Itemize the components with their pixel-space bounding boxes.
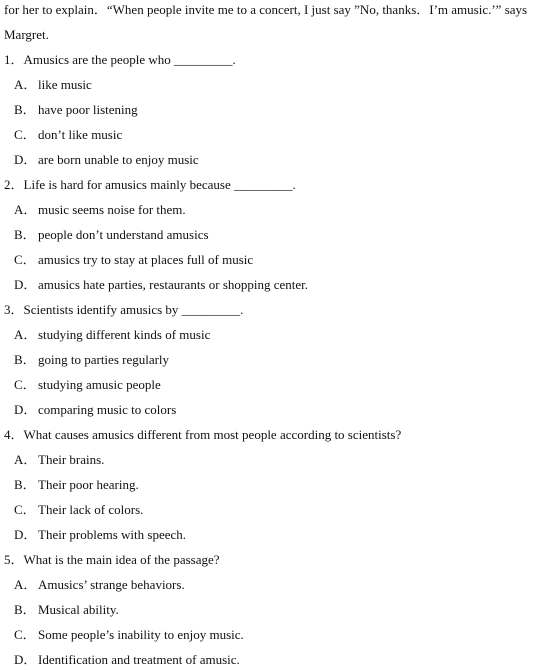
option-letter: B． <box>14 477 36 492</box>
option-text: Some people’s inability to enjoy music. <box>38 627 244 642</box>
question-4-option-c <box>14 502 143 518</box>
option-letter: D． <box>14 652 37 667</box>
option-letter: A． <box>14 452 37 467</box>
question-stem: Life is hard for amusics mainly because _________. <box>23 177 296 192</box>
question-number: 1． <box>4 52 24 67</box>
question-stem: What causes amusics different from most people according to scientists? <box>23 427 402 442</box>
question-2 <box>4 177 296 193</box>
option-text: Their lack of colors. <box>38 502 144 517</box>
option-text: Identification and treatment of amusic. <box>38 652 240 667</box>
option-letter: C． <box>14 627 36 642</box>
question-4-option-d <box>14 527 186 543</box>
question-3-option-c <box>14 377 161 393</box>
option-letter: A． <box>14 77 37 92</box>
question-5-option-b <box>14 602 119 618</box>
question-3-option-a <box>14 327 210 343</box>
option-text: have poor listening <box>38 102 138 117</box>
option-letter: C． <box>14 377 36 392</box>
question-stem: Amusics are the people who _________. <box>23 52 236 67</box>
question-5 <box>4 552 220 568</box>
question-2-option-b <box>14 227 209 243</box>
option-text: are born unable to enjoy music <box>38 152 199 167</box>
question-1-option-a <box>14 77 92 93</box>
option-letter: B． <box>14 352 36 367</box>
option-letter: A． <box>14 327 37 342</box>
option-text: Amusics’ strange behaviors. <box>38 577 185 592</box>
option-letter: A． <box>14 577 37 592</box>
question-2-option-a <box>14 202 186 218</box>
option-text: Their problems with speech. <box>38 527 187 542</box>
question-5-option-a <box>14 577 185 593</box>
question-1-option-c <box>14 127 122 143</box>
option-letter: D． <box>14 402 37 417</box>
question-1-option-d <box>14 152 199 168</box>
question-number: 4． <box>4 427 24 442</box>
question-2-option-c <box>14 252 253 268</box>
option-text: amusics hate parties, restaurants or shopping center. <box>38 277 309 292</box>
intro-line-2: Margret. <box>4 27 49 42</box>
option-letter: D． <box>14 527 37 542</box>
option-text: don’t like music <box>38 127 123 142</box>
intro-line-1: for her to explain．“When people invite me to a concert, I just say ”No, thanks．I’m amusic.’” says <box>4 2 528 17</box>
question-4-option-b <box>14 477 139 493</box>
question-stem: Scientists identify amusics by _________. <box>23 302 244 317</box>
option-letter: A． <box>14 202 37 217</box>
question-2-option-d <box>14 277 308 293</box>
option-text: comparing music to colors <box>38 402 177 417</box>
option-text: like music <box>38 77 92 92</box>
option-letter: C． <box>14 502 36 517</box>
question-4 <box>4 427 401 443</box>
question-4-option-a <box>14 452 104 468</box>
option-text: studying amusic people <box>38 377 161 392</box>
option-letter: B． <box>14 602 36 617</box>
option-letter: B． <box>14 227 36 242</box>
option-text: music seems noise for them. <box>38 202 186 217</box>
option-text: Their brains. <box>38 452 105 467</box>
option-text: going to parties regularly <box>38 352 170 367</box>
option-letter: D． <box>14 152 37 167</box>
question-1 <box>4 52 236 68</box>
question-number: 5． <box>4 552 24 567</box>
question-3-option-b <box>14 352 169 368</box>
option-letter: C． <box>14 127 36 142</box>
option-text: people don’t understand amusics <box>38 227 209 242</box>
option-letter: C． <box>14 252 36 267</box>
option-text: Musical ability. <box>38 602 119 617</box>
question-5-option-d <box>14 652 240 668</box>
question-stem: What is the main idea of the passage? <box>23 552 220 567</box>
option-text: studying different kinds of music <box>38 327 211 342</box>
question-5-option-c <box>14 627 244 643</box>
question-number: 3． <box>4 302 24 317</box>
question-number: 2． <box>4 177 24 192</box>
option-letter: B． <box>14 102 36 117</box>
option-letter: D． <box>14 277 37 292</box>
question-1-option-b <box>14 102 138 118</box>
question-3-option-d <box>14 402 176 418</box>
option-text: amusics try to stay at places full of music <box>38 252 254 267</box>
option-text: Their poor hearing. <box>38 477 139 492</box>
question-3 <box>4 302 243 318</box>
